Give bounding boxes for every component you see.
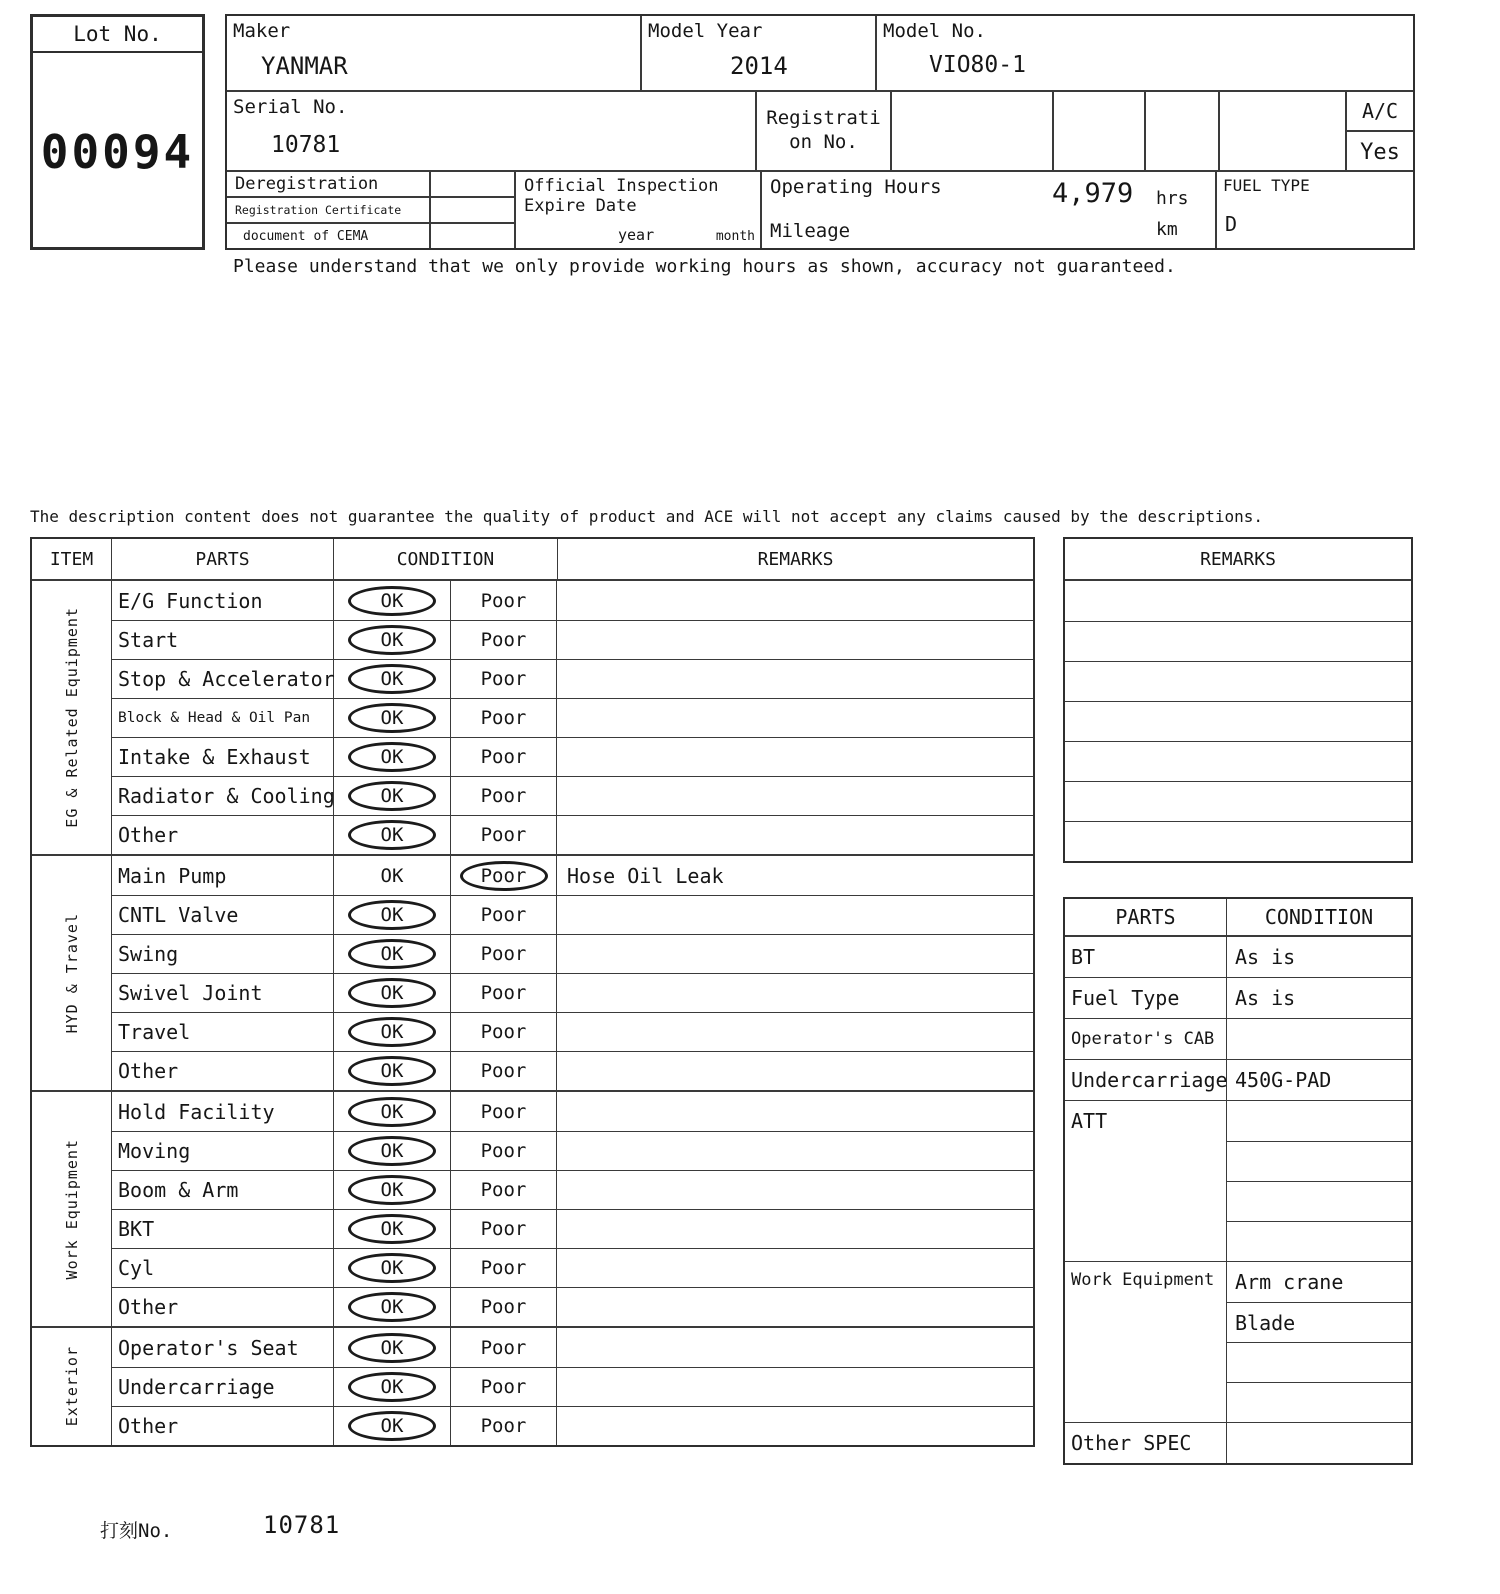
parts-cell: Other — [112, 1288, 334, 1326]
remark-cell — [557, 935, 1033, 973]
condition-poor-cell — [451, 1328, 557, 1367]
table-row — [112, 895, 1033, 934]
inspection-table — [30, 537, 1035, 1447]
remark-cell — [557, 816, 1033, 854]
remarks-table — [1063, 537, 1413, 863]
inspection-section — [32, 1326, 1033, 1445]
remarks-table-body — [1065, 581, 1411, 861]
model-no-value: VIO80-1 — [929, 52, 1026, 78]
condition-ok-cell — [334, 1368, 451, 1406]
ok-option-circled: OK — [348, 625, 436, 655]
spec-parts-cell: Fuel Type — [1065, 978, 1227, 1018]
inspection-section — [32, 1090, 1033, 1326]
remarks-header: REMARKS — [757, 548, 834, 570]
poor-option: Poor — [480, 707, 527, 729]
condition-poor-cell — [451, 896, 557, 934]
condition-ok-cell — [334, 1328, 451, 1367]
model-year-cell — [642, 16, 877, 92]
registration-certificate-value — [429, 198, 514, 222]
poor-option: Poor — [480, 943, 527, 965]
parts-cell: Other — [112, 1407, 334, 1445]
spec-table — [1063, 897, 1413, 1465]
parts-cell: Hold Facility — [112, 1092, 334, 1131]
section-rows — [112, 1328, 1033, 1445]
ok-option-circled: OK — [348, 1411, 436, 1441]
ok-option-circled: OK — [348, 1372, 436, 1402]
item-label-cell — [32, 856, 112, 1090]
remarks-row — [1065, 741, 1411, 781]
table-row — [112, 581, 1033, 620]
spec-table-header — [1065, 899, 1411, 937]
fuel-type-cell — [1217, 172, 1413, 248]
ok-option-circled: OK — [348, 1136, 436, 1166]
table-row — [112, 737, 1033, 776]
remark-cell — [557, 1407, 1033, 1445]
spec-parts-cell: Work Equipment — [1065, 1262, 1227, 1422]
parts-cell: Travel — [112, 1013, 334, 1051]
registration-certificate-label: Registration Certificate — [235, 203, 402, 217]
ok-option-circled: OK — [348, 939, 436, 969]
remarks-table-header: REMARKS — [1065, 539, 1411, 581]
spec-condition-cell — [1227, 1181, 1411, 1221]
poor-option: Poor — [480, 1218, 527, 1240]
condition-ok-cell — [334, 856, 451, 895]
spec-group — [1065, 977, 1411, 1018]
operating-hours-cell — [762, 172, 1217, 248]
section-name: EG & Related Equipment — [62, 607, 81, 828]
ac-value: Yes — [1360, 139, 1400, 165]
condition-ok-cell — [334, 1013, 451, 1051]
section-name: Exterior — [62, 1346, 81, 1427]
registration-no-label: Registration No. — [766, 107, 881, 153]
remark-cell — [557, 1368, 1033, 1406]
remarks-row — [1065, 821, 1411, 861]
parts-cell: Start — [112, 621, 334, 659]
condition-poor-cell — [451, 1171, 557, 1209]
table-row — [112, 659, 1033, 698]
table-row — [112, 1131, 1033, 1170]
condition-poor-cell — [451, 974, 557, 1012]
spec-conditions — [1227, 1262, 1411, 1422]
ok-option-circled: OK — [348, 1175, 436, 1205]
ok-option-circled: OK — [348, 1333, 436, 1363]
poor-option: Poor — [480, 1100, 527, 1123]
condition-ok-cell — [334, 974, 451, 1012]
parts-cell: Block & Head & Oil Pan — [112, 699, 334, 737]
remark-cell — [557, 699, 1033, 737]
parts-cell: Other — [112, 816, 334, 854]
poor-option: Poor — [480, 1179, 527, 1201]
condition-ok-cell — [334, 1171, 451, 1209]
parts-cell: Swing — [112, 935, 334, 973]
ok-option-circled: OK — [348, 1097, 436, 1127]
spec-conditions — [1227, 1423, 1411, 1463]
remark-cell — [557, 1132, 1033, 1170]
serial-no-label: Serial No. — [233, 96, 348, 118]
remark-cell — [557, 660, 1033, 698]
inspection-section — [32, 581, 1033, 854]
condition-ok-cell — [334, 777, 451, 815]
parts-cell: Operator's Seat — [112, 1328, 334, 1367]
section-rows — [112, 856, 1033, 1090]
condition-poor-cell — [451, 1407, 557, 1445]
parts-cell: Stop & Accelerator — [112, 660, 334, 698]
condition-poor-cell — [451, 699, 557, 737]
spec-condition-cell — [1227, 1342, 1411, 1382]
table-row — [112, 776, 1033, 815]
spec-parts-cell: Operator's CAB — [1065, 1019, 1227, 1059]
table-row — [112, 856, 1033, 895]
condition-ok-cell — [334, 1249, 451, 1287]
spec-condition-cell — [1227, 1423, 1411, 1463]
table-row — [112, 1092, 1033, 1131]
operating-hours-unit: hrs — [1156, 188, 1189, 209]
stamp-no-label: 打刻No. — [100, 1520, 173, 1542]
remark-cell — [557, 1210, 1033, 1248]
parts-cell: Radiator & Cooling — [112, 777, 334, 815]
condition-ok-cell — [334, 1052, 451, 1090]
spec-condition-cell — [1227, 1382, 1411, 1422]
spec-condition-cell: As is — [1235, 945, 1296, 969]
spec-condition-cell — [1227, 1101, 1411, 1141]
table-row — [112, 1287, 1033, 1326]
spec-group — [1065, 1018, 1411, 1059]
maker-value: YANMAR — [261, 52, 348, 80]
model-year-value: 2014 — [730, 52, 788, 80]
condition-ok-cell — [334, 1210, 451, 1248]
documents-cell — [227, 172, 516, 248]
ok-option-circled: OK — [348, 1056, 436, 1086]
remark-cell — [557, 1328, 1033, 1367]
inspection-section — [32, 854, 1033, 1090]
poor-option: Poor — [480, 1415, 527, 1437]
condition-poor-cell — [451, 1092, 557, 1131]
poor-option: Poor — [480, 1021, 527, 1043]
parts-cell: Boom & Arm — [112, 1171, 334, 1209]
ok-option-circled: OK — [348, 742, 436, 772]
parts-cell: Undercarriage — [112, 1368, 334, 1406]
document-cema-value — [429, 224, 514, 248]
table-row — [112, 1170, 1033, 1209]
condition-ok-cell — [334, 896, 451, 934]
ok-option-circled: OK — [348, 1253, 436, 1283]
model-no-label: Model No. — [883, 20, 986, 42]
official-inspection-year: year — [618, 226, 655, 244]
remark-cell — [557, 974, 1033, 1012]
spec-condition-cell — [1227, 1221, 1411, 1261]
condition-poor-cell — [451, 621, 557, 659]
empty-cell-2 — [1146, 92, 1220, 172]
official-inspection-month: month — [715, 229, 755, 244]
poor-option: Poor — [480, 1296, 527, 1318]
remarks-row — [1065, 581, 1411, 621]
poor-option: Poor — [480, 668, 527, 690]
remark-cell — [557, 896, 1033, 934]
table-row — [112, 815, 1033, 854]
remark-cell — [557, 738, 1033, 776]
condition-ok-cell — [334, 660, 451, 698]
condition-ok-cell — [334, 1092, 451, 1131]
poor-option: Poor — [480, 824, 527, 846]
remark-cell — [557, 1092, 1033, 1131]
document-cema-row — [227, 222, 514, 248]
condition-poor-cell — [451, 581, 557, 620]
table-row — [112, 698, 1033, 737]
parts-cell: Intake & Exhaust — [112, 738, 334, 776]
remark-cell — [557, 1013, 1033, 1051]
operating-hours-value: 4,979 — [1052, 178, 1134, 209]
parts-cell: Main Pump — [112, 856, 334, 895]
spec-group — [1065, 1261, 1411, 1422]
condition-poor-cell — [451, 1210, 557, 1248]
parts-cell: BKT — [112, 1210, 334, 1248]
empty-cell-1 — [1054, 92, 1146, 172]
spec-group — [1065, 1100, 1411, 1261]
remarks-row — [1065, 701, 1411, 741]
ac-cell — [1347, 92, 1413, 172]
condition-poor-cell — [451, 1132, 557, 1170]
condition-ok-cell — [334, 1288, 451, 1326]
ok-option-circled: OK — [348, 1017, 436, 1047]
condition-ok-cell — [334, 699, 451, 737]
poor-option: Poor — [480, 589, 527, 612]
ok-option-circled: OK — [348, 664, 436, 694]
spec-table-body — [1065, 937, 1411, 1463]
condition-ok-cell — [334, 581, 451, 620]
remarks-row — [1065, 781, 1411, 821]
official-inspection-label: Official Inspection Expire Date — [524, 176, 719, 217]
spec-conditions — [1227, 1060, 1411, 1100]
remark-cell — [557, 581, 1033, 620]
poor-option: Poor — [480, 982, 527, 1004]
poor-option: Poor — [480, 785, 527, 807]
spec-parts-header: PARTS — [1065, 899, 1227, 935]
condition-poor-cell — [451, 738, 557, 776]
ok-option-circled: OK — [348, 1214, 436, 1244]
spec-parts-cell: BT — [1065, 937, 1227, 977]
spec-condition-cell — [1227, 1019, 1411, 1059]
fuel-type-label: FUEL TYPE — [1223, 176, 1310, 195]
parts-cell: Other — [112, 1052, 334, 1090]
table-row — [112, 1248, 1033, 1287]
remark-cell: Hose Oil Leak — [567, 863, 724, 888]
inspection-table-body — [32, 581, 1033, 1445]
lot-box — [30, 14, 205, 250]
spec-parts-cell: ATT — [1065, 1101, 1227, 1261]
ok-option-circled: OK — [348, 586, 436, 616]
remark-cell — [557, 1288, 1033, 1326]
remarks-row — [1065, 621, 1411, 661]
spec-condition-cell: Blade — [1227, 1302, 1411, 1342]
lot-number: 00094 — [40, 125, 195, 179]
fuel-type-value: D — [1225, 212, 1238, 236]
mileage-unit: km — [1156, 219, 1178, 240]
table-row — [112, 1051, 1033, 1090]
condition-ok-cell — [334, 1407, 451, 1445]
ok-option-circled: OK — [348, 900, 436, 930]
section-rows — [112, 581, 1033, 854]
maker-label: Maker — [233, 20, 291, 42]
spec-conditions — [1227, 937, 1411, 977]
poor-option: Poor — [480, 746, 527, 768]
poor-option: Poor — [480, 1257, 527, 1279]
item-header: ITEM — [32, 539, 112, 579]
condition-ok-cell — [334, 738, 451, 776]
condition-poor-cell — [451, 1052, 557, 1090]
poor-option: Poor — [480, 1140, 527, 1162]
spec-group — [1065, 937, 1411, 977]
condition-ok-cell — [334, 935, 451, 973]
spec-parts-cell: Other SPEC — [1065, 1423, 1227, 1463]
poor-option: Poor — [480, 1336, 527, 1359]
model-no-cell — [877, 16, 1413, 92]
condition-poor-cell — [451, 816, 557, 854]
poor-option: Poor — [480, 904, 527, 926]
inspection-table-header — [32, 539, 1033, 581]
spec-parts-cell: Undercarriage — [1065, 1060, 1227, 1100]
registration-no-cell — [757, 92, 892, 172]
remark-cell — [557, 1171, 1033, 1209]
table-row — [112, 620, 1033, 659]
poor-option-circled: Poor — [460, 861, 548, 891]
ac-label: A/C — [1347, 92, 1413, 132]
condition-ok-cell — [334, 816, 451, 854]
deregistration-value — [429, 172, 514, 196]
official-inspection-cell — [516, 172, 762, 248]
parts-header: PARTS — [112, 539, 334, 579]
ok-option-circled: OK — [348, 1292, 436, 1322]
condition-poor-cell — [451, 1288, 557, 1326]
table-row — [112, 934, 1033, 973]
poor-option: Poor — [480, 1376, 527, 1398]
serial-no-value: 10781 — [271, 132, 341, 158]
table-row — [112, 1367, 1033, 1406]
maker-cell — [227, 16, 642, 92]
spec-condition-cell — [1227, 1141, 1411, 1181]
section-name: HYD & Travel — [62, 912, 81, 1034]
parts-cell: Moving — [112, 1132, 334, 1170]
section-name: Work Equipment — [62, 1138, 81, 1280]
remarks-row — [1065, 661, 1411, 701]
condition-poor-cell — [451, 1249, 557, 1287]
spec-group — [1065, 1059, 1411, 1100]
spec-condition-cell: 450G-PAD — [1235, 1068, 1332, 1092]
condition-poor-cell — [451, 660, 557, 698]
condition-poor-cell — [451, 777, 557, 815]
remark-cell — [557, 1052, 1033, 1090]
spec-conditions — [1227, 978, 1411, 1018]
spec-condition-header: CONDITION — [1264, 905, 1374, 929]
poor-option: Poor — [480, 1060, 527, 1082]
ok-option: OK — [380, 864, 404, 887]
condition-ok-cell — [334, 1132, 451, 1170]
stamp-no-value: 10781 — [263, 1511, 341, 1539]
ok-option-circled: OK — [348, 820, 436, 850]
ok-option-circled: OK — [348, 781, 436, 811]
spec-conditions — [1227, 1101, 1411, 1261]
deregistration-row — [227, 172, 514, 196]
hours-note: Please understand that we only provide working hours as shown, accuracy not guaranteed. — [233, 256, 1176, 277]
condition-poor-cell — [451, 935, 557, 973]
registration-no-value-cell — [892, 92, 1054, 172]
ok-option-circled: OK — [348, 978, 436, 1008]
poor-option: Poor — [480, 629, 527, 651]
mileage-label: Mileage — [770, 220, 851, 242]
table-row — [112, 1406, 1033, 1445]
empty-cell-3 — [1220, 92, 1347, 172]
machine-info-table — [225, 14, 1415, 250]
section-rows — [112, 1092, 1033, 1326]
table-row — [112, 973, 1033, 1012]
parts-cell: Swivel Joint — [112, 974, 334, 1012]
item-label-cell — [32, 1092, 112, 1326]
condition-poor-cell — [451, 1368, 557, 1406]
remark-cell — [557, 621, 1033, 659]
lot-label: Lot No. — [33, 17, 202, 53]
item-label-cell — [32, 1328, 112, 1445]
spec-condition-cell: As is — [1235, 986, 1296, 1010]
condition-header: CONDITION — [334, 539, 558, 579]
spec-conditions — [1227, 1019, 1411, 1059]
operating-hours-label: Operating Hours — [770, 176, 942, 198]
document-cema-label: document of CEMA — [243, 228, 369, 244]
remark-cell — [557, 777, 1033, 815]
remark-cell — [557, 1249, 1033, 1287]
model-year-label: Model Year — [648, 20, 763, 42]
ok-option-circled: OK — [348, 703, 436, 733]
table-row — [112, 1012, 1033, 1051]
table-row — [112, 1209, 1033, 1248]
table-row — [112, 1328, 1033, 1367]
condition-ok-cell — [334, 621, 451, 659]
disclaimer: The description content does not guarantee the quality of product and ACE will not accept any claims caused by the descriptions. — [30, 507, 1263, 526]
deregistration-label: Deregistration — [235, 174, 379, 194]
registration-certificate-row — [227, 196, 514, 222]
item-label-cell — [32, 581, 112, 854]
serial-no-cell — [227, 92, 757, 172]
spec-group — [1065, 1422, 1411, 1463]
spec-condition-cell: Arm crane — [1235, 1270, 1344, 1294]
condition-poor-cell — [451, 1013, 557, 1051]
parts-cell: E/G Function — [112, 581, 334, 620]
condition-poor-cell — [451, 856, 557, 895]
parts-cell: Cyl — [112, 1249, 334, 1287]
parts-cell: CNTL Valve — [112, 896, 334, 934]
